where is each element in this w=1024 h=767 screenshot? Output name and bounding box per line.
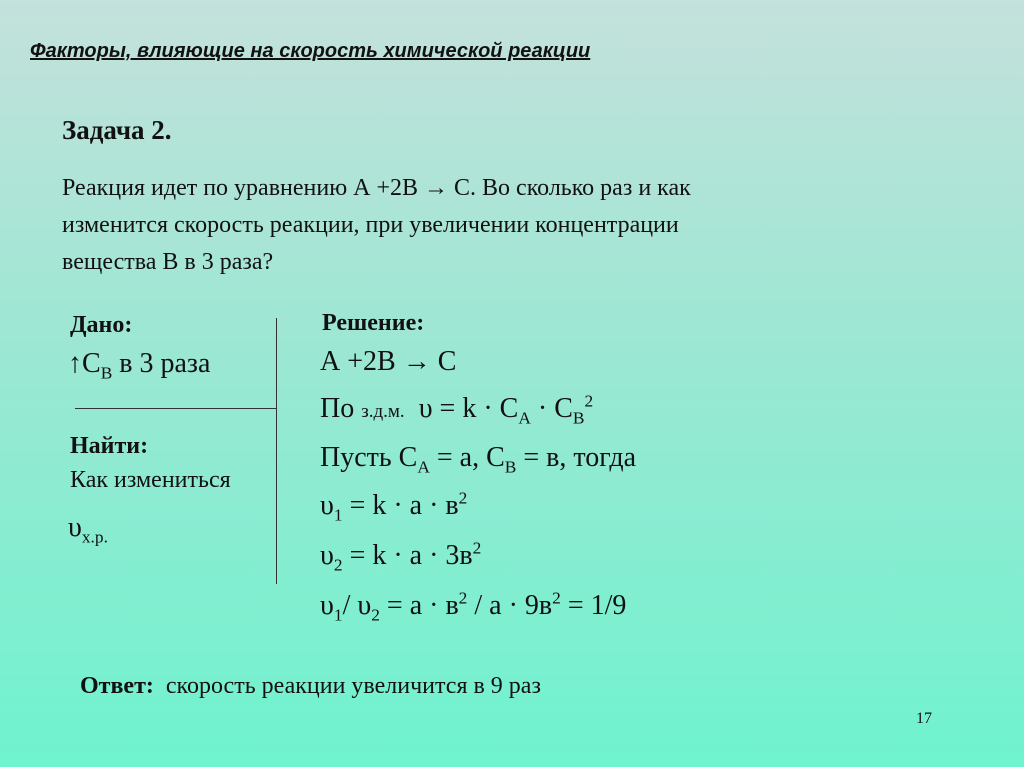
sol4-a: υ (320, 490, 334, 521)
sol6-sub2: 2 (371, 605, 380, 625)
sol6-d: / а · 9в (467, 590, 553, 621)
page-number: 17 (916, 710, 932, 727)
sol5-b: = k · а · 3в (342, 540, 473, 571)
sol4-sub: 1 (333, 505, 343, 525)
sol4-sup: 2 (458, 488, 468, 508)
sol2-b: · С (530, 393, 573, 424)
sol3-c: = в, тогда (516, 442, 637, 473)
sol6-sup1: 2 (458, 588, 468, 608)
sol2-sup-b: 2 (584, 391, 594, 411)
sol2-prefix: По (320, 393, 362, 424)
find-label: Найти: (70, 433, 149, 459)
solution-line-5 (320, 538, 482, 575)
sol2-sub-a: А (518, 408, 531, 428)
answer-label: Ответ: (80, 673, 154, 699)
problem-line-3: вещества В в 3 раза? (62, 249, 274, 275)
problem-statement (62, 170, 882, 281)
sol3-sub-b: В (504, 457, 517, 477)
solution-line-1: А +2В → С (320, 346, 457, 377)
divider-horizontal (75, 408, 277, 409)
solution-line-6 (320, 588, 627, 625)
find-symbol-sub: х.р. (81, 527, 108, 547)
sol5-sub: 2 (333, 555, 343, 575)
solution-label: Решение: (322, 310, 425, 336)
sol6-b: / υ (342, 590, 372, 621)
sol3-a: Пусть С (320, 442, 418, 473)
sol2-sub-b: В (572, 408, 585, 428)
problem-line-2: изменится скорость реакции, при увеличении концентрации (62, 212, 679, 238)
sol6-e: = 1/9 (560, 590, 627, 621)
given-rest: в 3 раза (112, 348, 211, 379)
sol6-a: υ (320, 590, 334, 621)
slide-title: Факторы, влияющие на скорость химической реакции (30, 40, 591, 62)
solution-line-3 (320, 442, 637, 477)
sol5-sup: 2 (472, 538, 482, 558)
task-heading: Задача 2. (62, 115, 172, 145)
solution-line-2 (320, 391, 594, 428)
find-symbol (68, 512, 108, 547)
sol2-zdm: з.д.м. (361, 401, 405, 422)
answer-text: скорость реакции увеличится в 9 раз (153, 673, 541, 699)
solution-line-4 (320, 488, 468, 525)
sol3-b: = а, С (429, 442, 505, 473)
given-arrow-c: ↑С (68, 348, 101, 379)
sol6-sub1: 1 (333, 605, 343, 625)
problem-line-1: Реакция идет по уравнению А +2В → С. Во сколько раз и как (62, 175, 691, 201)
sol4-b: = k · а · в (342, 490, 459, 521)
given-value (68, 348, 211, 383)
divider-vertical (276, 318, 277, 584)
given-sub: В (100, 363, 113, 383)
sol2-a: υ = k · С (404, 393, 519, 424)
sol6-c: = а · в (379, 590, 459, 621)
find-text: Как измениться (70, 467, 231, 493)
sol3-sub-a: А (417, 457, 430, 477)
answer (80, 673, 541, 700)
find-upsilon: υ (68, 512, 82, 543)
sol6-sup2: 2 (552, 588, 561, 608)
given-label: Дано: (70, 312, 133, 338)
sol5-a: υ (320, 540, 334, 571)
